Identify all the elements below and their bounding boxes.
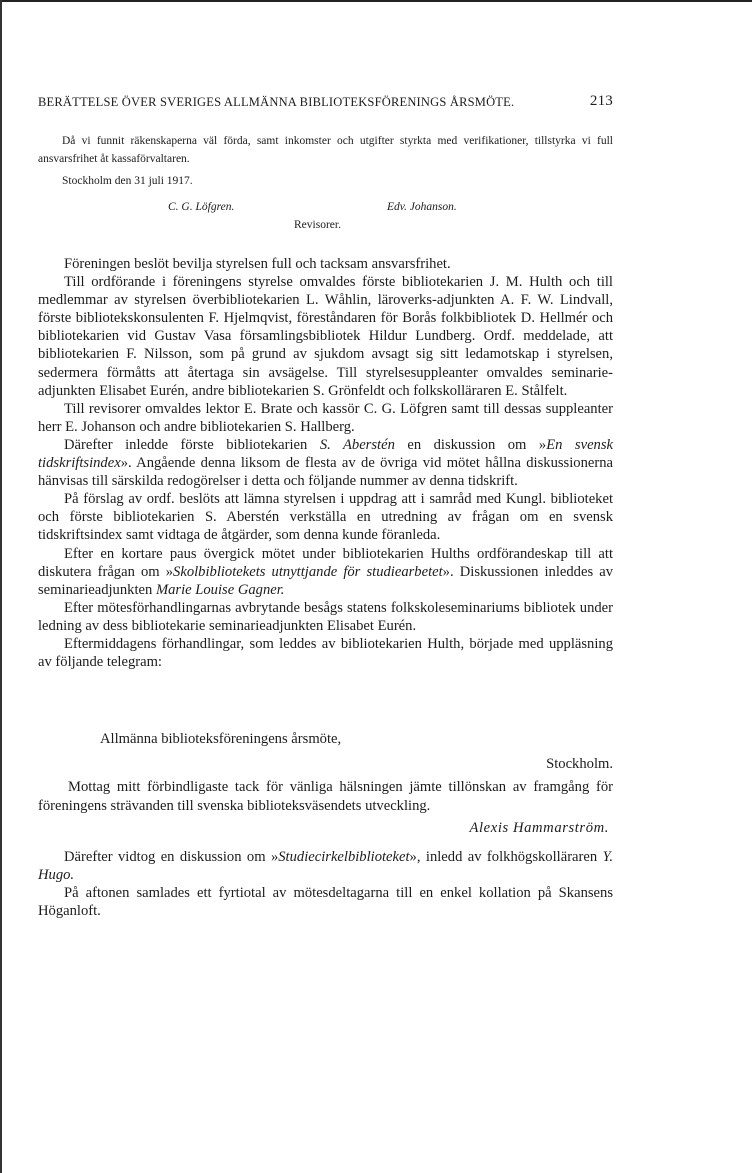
closing-text [38,848,613,920]
paragraph-school-library: Efter en kortare paus övergick mötet under bibliotekarien Hulths ordförandeskap till att diskutera frågan om »Skolbibliotekets utnyttjande för studiearbetet». Diskussionen inleddes av seminarieadjunkten Marie Louise Gagner. [38,545,614,598]
running-title: BERÄTTELSE ÖVER SVERIGES ALLMÄNNA BIBLIOTEKSFÖRENINGS ÅRSMÖTE. [38,95,515,109]
running-header [38,95,613,110]
person-name: Marie Louise Gagner. [155,581,285,598]
person-name: S. Aberstén [319,436,395,453]
telegram-place: Stockholm. [546,755,613,772]
paragraph-proposal: På förslag av ordf. beslöts att lämna styrelsen i uppdrag att i samråd med Kungl. biblioteket och förste bibliotekarien S. Aberstén verkställa en utredning av frågan om en svensk tidskriftsindex samt vidtaga de åtgärder, som denna kunde föranleda. [38,491,613,544]
auditors-role: Revisorer. [294,219,341,231]
auditor-signature-right: Edv. Johanson. [387,201,457,213]
paragraph-evening: På aftonen samlades ett fyrtiotal av mötesdeltagarna till en enkel kollation på Skansens Höganloft. [38,885,613,920]
telegram [38,730,613,838]
paragraph-visit: Efter mötesförhandlingarnas avbrytande besågs statens folkskoleseminariums bibliotek under ledning av dess bibliotekarie seminarieadjunkten Elisabet Eurén. [38,599,613,634]
scan-edge-left [0,0,2,1173]
discussion-title: Skolbibliotekets utnyttjande för studiearbetet [173,563,443,580]
paragraph-discharge: Föreningen beslöt bevilja styrelsen full och tacksam ansvarsfrihet. [64,256,451,272]
scan-edge-top [0,0,752,2]
telegram-signature: Alexis Hammarström. [469,820,609,836]
discussion-title: En svensk tidskriftsindex [38,436,613,472]
audit-date: Stockholm den 31 juli 1917. [62,175,193,187]
paragraph-index-discussion: Därefter inledde förste bibliotekarien S. Aberstén en diskussion om »En svensk tidskriftsindex». Angående denna liksom de flesta av de övriga vid mötet hållna diskussionerna hänvisas till särskilda redogörelser i detta och följande nummer av denna tidskrift. [38,436,613,490]
auditor-signature-left: C. G. Löfgren. [168,201,235,213]
paragraph-auditors: Till revisorer omvaldes lektor E. Brate och kassör C. G. Löfgren samt till dessas suppleanter herr E. Johanson och andre bibliotekarien S. Hallberg. [38,400,613,435]
audit-statement: Då vi funnit räkenskaperna väl förda, samt inkomster och utgifter styrkta med verifikationer, tillstyrka vi full ansvarsfrihet åt kassaförvaltaren. [38,135,613,165]
telegram-message: Mottag mitt förbindligaste tack för vänliga hälsningen jämte tillönskan av framgång för föreningens strävanden till svenska biblioteksväsendets utveckling. [38,779,613,814]
paragraph-study-circle: Därefter vidtog en diskussion om »Studiecirkelbiblioteket», inledd av folkhögskolläraren Y. Hugo. [38,849,613,884]
telegram-addressee: Allmänna biblioteksföreningens årsmöte, [100,731,342,747]
page-number: 213 [589,93,613,109]
discussion-title: Studiecirkelbiblioteket [278,849,410,865]
person-name: Y. Hugo. [38,849,613,884]
paragraph-board-election: Till ordförande i föreningens styrelse omvaldes förste bibliotekarien J. M. Hulth och till medlemmar av styrelsen överbibliotekarien L. Wåhlin, läroverks-adjunkten A. F. W. Lindvall, förste bibliotekskonsulenten F. Hjelmqvist, föreståndaren för Borås folkbibliotek D. Hellmér och bibliotekarien vid Gustav Vasa församlingsbibliotek Hildur Lundberg. Ordf. meddelade, att bibliotekarien F. Nilsson, som på grund av sjukdom avsagt sig sitt ledamotskap i styrelsen, sedermera förmåtts att återtaga sin avsägelse. Till styrelsesuppleanter omvaldes seminarie-adjunkten Elisabet Eurén, andre bibliotekarien S. Grönfeldt och folkskolläraren E. Stålfelt. [38,274,613,399]
paragraph-afternoon: Eftermiddagens förhandlingar, som leddes av bibliotekarien Hulth, började med uppläsning av följande telegram: [38,635,613,671]
main-text [38,255,613,671]
